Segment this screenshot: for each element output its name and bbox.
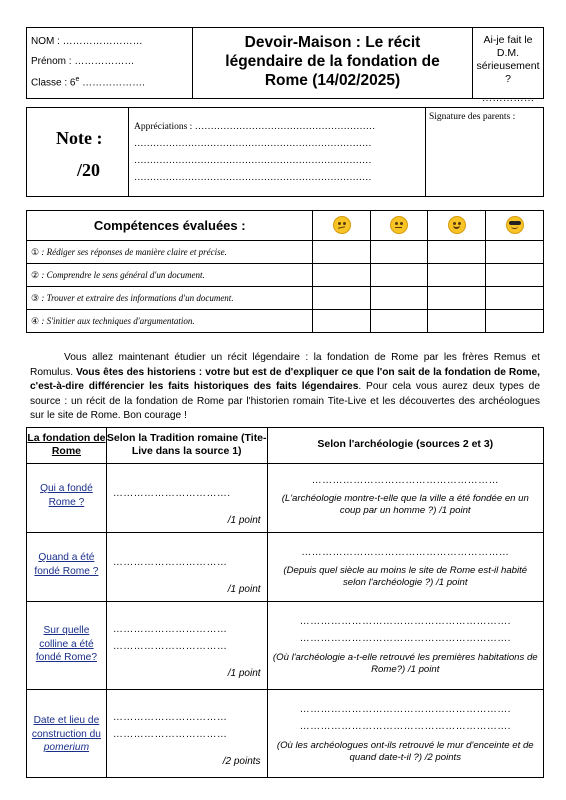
level-col-smile — [428, 211, 486, 241]
competences-table — [26, 210, 544, 333]
intro-text-1: Vous allez maintenant étudier un récit légendaire : la fondation de Rome par les frères Remus et Romulus. — [30, 352, 540, 378]
level-col-confused — [313, 211, 371, 241]
nom-label: NOM : — [31, 36, 60, 47]
level-col-cool — [486, 211, 544, 241]
appreciations-label: Appréciations : — [134, 122, 193, 132]
answer-dots[interactable]: ……………………………. — [112, 488, 231, 499]
archeo-question: (L'archéologie montre-t-elle que la ville a été fondée en un coup par un homme ?) /1 point — [281, 493, 529, 516]
competence-check[interactable] — [486, 264, 544, 287]
competence-check[interactable] — [313, 264, 371, 287]
competence-text: : Comprendre le sens général d'un document. — [41, 269, 205, 280]
table-row — [27, 533, 544, 602]
nom-field[interactable]: …………………… — [62, 36, 143, 47]
points-label: /1 point — [227, 668, 261, 679]
student-info — [27, 28, 193, 98]
header-box — [26, 27, 544, 104]
classe-sup: e — [75, 76, 80, 83]
answer-dots[interactable]: …………………………… — [112, 557, 228, 568]
grade-label: Note : — [56, 128, 103, 148]
competence-text: : S'initier aux techniques d'argumentation. — [41, 315, 195, 326]
competence-row-4 — [27, 310, 313, 333]
competence-check[interactable] — [486, 241, 544, 264]
answer-dots[interactable]: ……………………………………………………. — [299, 633, 511, 644]
competence-check[interactable] — [371, 310, 428, 333]
self-check-line-2: sérieusement ? — [476, 60, 540, 85]
title-line-1: Devoir-Maison : Le récit — [244, 34, 421, 51]
row-label: Sur quelle colline a été fondé Rome? — [35, 625, 97, 663]
appreciations-dots-4[interactable]: ………………………………………………………………… — [134, 173, 372, 183]
archeo-question: (Depuis quel siècle au moins le site de Rome est-il habité selon l'archéologie ?) /1 point — [283, 565, 528, 588]
competence-row-1 — [27, 241, 313, 264]
tradition-answer[interactable] — [106, 533, 267, 602]
competence-check[interactable] — [313, 287, 371, 310]
points-label: /2 points — [222, 756, 261, 767]
intro-text-2: . Pour cela vous aurez deux types de source : un récit de la fondation de Rome par l'historien romain Tite-Live et les découvertes des archéologues sur le site de Rome. Bon courage ! — [30, 381, 540, 422]
classe-field[interactable]: ………………. — [82, 77, 145, 89]
col-header-tradition: Selon la Tradition romaine (Tite-Live dans la source 1) — [106, 428, 267, 464]
page-title — [193, 28, 473, 98]
competence-text: : Rédiger ses réponses de manière claire et précise. — [41, 246, 227, 257]
appreciations-dots-1[interactable]: ………………………………………………… — [194, 122, 376, 132]
col-header-fondation: La fondation de Rome — [27, 428, 107, 464]
row-label-cell — [27, 690, 107, 778]
col-header-archeologie: Selon l'archéologie (sources 2 et 3) — [267, 428, 543, 464]
competence-check[interactable] — [428, 241, 486, 264]
competences-header: Compétences évaluées : — [27, 211, 313, 241]
answer-dots[interactable]: …………………………… — [112, 641, 228, 652]
self-check-line-1: Ai-je fait le D.M. — [483, 34, 533, 59]
answer-dots[interactable]: ……………………………………………………. — [299, 616, 511, 627]
competence-text: : Trouver et extraire des informations d'un document. — [41, 292, 234, 303]
archeo-answer[interactable] — [267, 464, 543, 533]
points-label: /1 point — [227, 584, 261, 595]
prenom-label: Prénom : — [31, 56, 72, 67]
row-label: Quand a été fondé Rome ? — [34, 552, 99, 577]
table-row — [27, 464, 544, 533]
tradition-answer[interactable] — [106, 464, 267, 533]
row-label-cell — [27, 602, 107, 690]
competence-row-3 — [27, 287, 313, 310]
competence-check[interactable] — [371, 264, 428, 287]
answer-dots[interactable]: ……………………………………………………. — [299, 704, 511, 715]
row-label-cell — [27, 464, 107, 533]
title-line-2: légendaire de la fondation de — [225, 53, 440, 70]
fondation-table — [26, 427, 544, 778]
competence-num: ③ — [31, 292, 40, 303]
self-check-field[interactable]: …………… — [481, 92, 535, 104]
table-row — [27, 690, 544, 778]
sunglasses-face-icon — [506, 216, 524, 234]
competence-row-2 — [27, 264, 313, 287]
answer-dots[interactable]: …………………………………………………… — [301, 547, 510, 558]
archeo-answer[interactable] — [267, 533, 543, 602]
archeo-question: (Où les archéologues ont-ils retrouvé le mur d'enceinte et de quand date-t-il ?) /2 points — [276, 740, 534, 763]
appreciations-dots-3[interactable]: ………………………………………………………………… — [134, 156, 372, 166]
row-label: Date et lieu de construction du pomerium — [31, 715, 101, 753]
self-check — [473, 28, 543, 104]
competence-num: ② — [31, 269, 40, 280]
competence-check[interactable] — [313, 241, 371, 264]
prenom-field[interactable]: ……………… — [74, 56, 135, 67]
archeo-question: (Où l'archéologie a-t-elle retrouvé les premières habitations de Rome?) /1 point — [272, 652, 538, 675]
confused-face-icon — [333, 216, 351, 234]
appreciations-cell — [129, 108, 426, 196]
answer-dots[interactable]: ……………………………………………… — [311, 475, 499, 486]
appreciations-dots-2[interactable]: ………………………………………………………………… — [134, 139, 372, 149]
answer-dots[interactable]: …………………………… — [112, 624, 228, 635]
grade-cell — [27, 108, 129, 196]
classe-label: Classe : 6 — [31, 77, 76, 89]
grade-score[interactable]: /20 — [77, 160, 101, 180]
competence-check[interactable] — [428, 310, 486, 333]
competence-check[interactable] — [371, 241, 428, 264]
title-line-3: Rome (14/02/2025) — [264, 72, 401, 89]
archeo-answer[interactable] — [267, 602, 543, 690]
competence-check[interactable] — [428, 287, 486, 310]
competence-num: ① — [31, 246, 40, 257]
row-label: Qui a fondé Rome ? — [40, 483, 93, 508]
intro-text-bold: Vous êtes des historiens : votre but est de d'expliquer ce que l'on sait de la fondation de Rome, c'est-à-dire différencier les faits historiques des faits légendaires — [30, 366, 540, 393]
competence-check[interactable] — [486, 310, 544, 333]
tradition-answer[interactable] — [106, 690, 267, 778]
neutral-face-icon — [390, 216, 408, 234]
tradition-answer[interactable] — [106, 602, 267, 690]
competence-check[interactable] — [428, 264, 486, 287]
competence-check[interactable] — [486, 287, 544, 310]
archeo-answer[interactable] — [267, 690, 543, 778]
signature-cell[interactable] — [426, 108, 543, 196]
smiling-face-icon — [448, 216, 466, 234]
intro-paragraph — [30, 351, 540, 424]
answer-dots[interactable]: ……………………………………………………. — [299, 721, 511, 732]
signature-label: Signature des parents : — [429, 112, 516, 122]
competence-check[interactable] — [371, 287, 428, 310]
points-label: /1 point — [227, 515, 261, 526]
answer-dots[interactable]: …………………………… — [112, 729, 228, 740]
competence-num: ④ — [31, 315, 40, 326]
row-label-cell — [27, 533, 107, 602]
table-row — [27, 602, 544, 690]
level-col-neutral — [371, 211, 428, 241]
answer-dots[interactable]: …………………………… — [112, 712, 228, 723]
grade-box — [26, 107, 544, 197]
competence-check[interactable] — [313, 310, 371, 333]
